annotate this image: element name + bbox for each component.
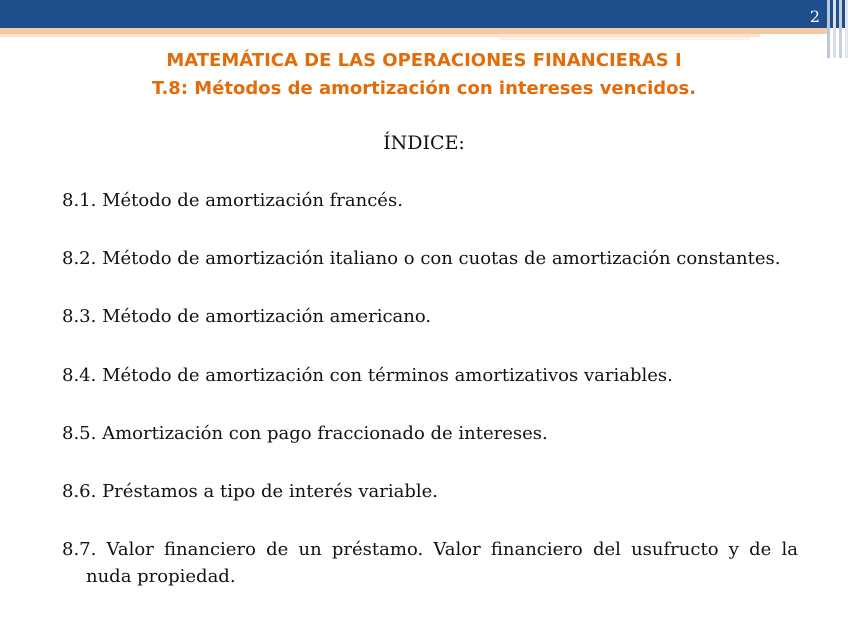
toc-item-8-7: [62, 536, 798, 590]
toc-item-8-7-line1: 8.7. Valor financiero de un préstamo. Valor financiero del usufructo y de la: [62, 539, 798, 560]
toc-item-8-6: 8.6. Préstamos a tipo de interés variable.: [62, 481, 439, 502]
toc-item-8-5: 8.5. Amortización con pago fraccionado de intereses.: [62, 423, 548, 444]
slide-title: MATEMÁTICA DE LAS OPERACIONES FINANCIERAS I: [166, 50, 682, 71]
toc-item-8-3: 8.3. Método de amortización americano.: [62, 306, 432, 327]
toc-item-8-7-line2: nuda propiedad.: [86, 566, 236, 587]
toc-item-8-2: 8.2. Método de amortización italiano o con cuotas de amortización constantes.: [62, 248, 781, 269]
header-bar: [0, 0, 848, 28]
index-heading: ÍNDICE:: [383, 132, 465, 154]
slide-number: 2: [809, 7, 820, 26]
toc-item-8-4: 8.4. Método de amortización con términos amortizativos variables.: [62, 365, 673, 386]
header-stripe-faint: [500, 37, 750, 40]
toc-item-8-1: 8.1. Método de amortización francés.: [62, 190, 403, 211]
slide-subtitle: T.8: Métodos de amortización con intereses vencidos.: [151, 78, 697, 99]
